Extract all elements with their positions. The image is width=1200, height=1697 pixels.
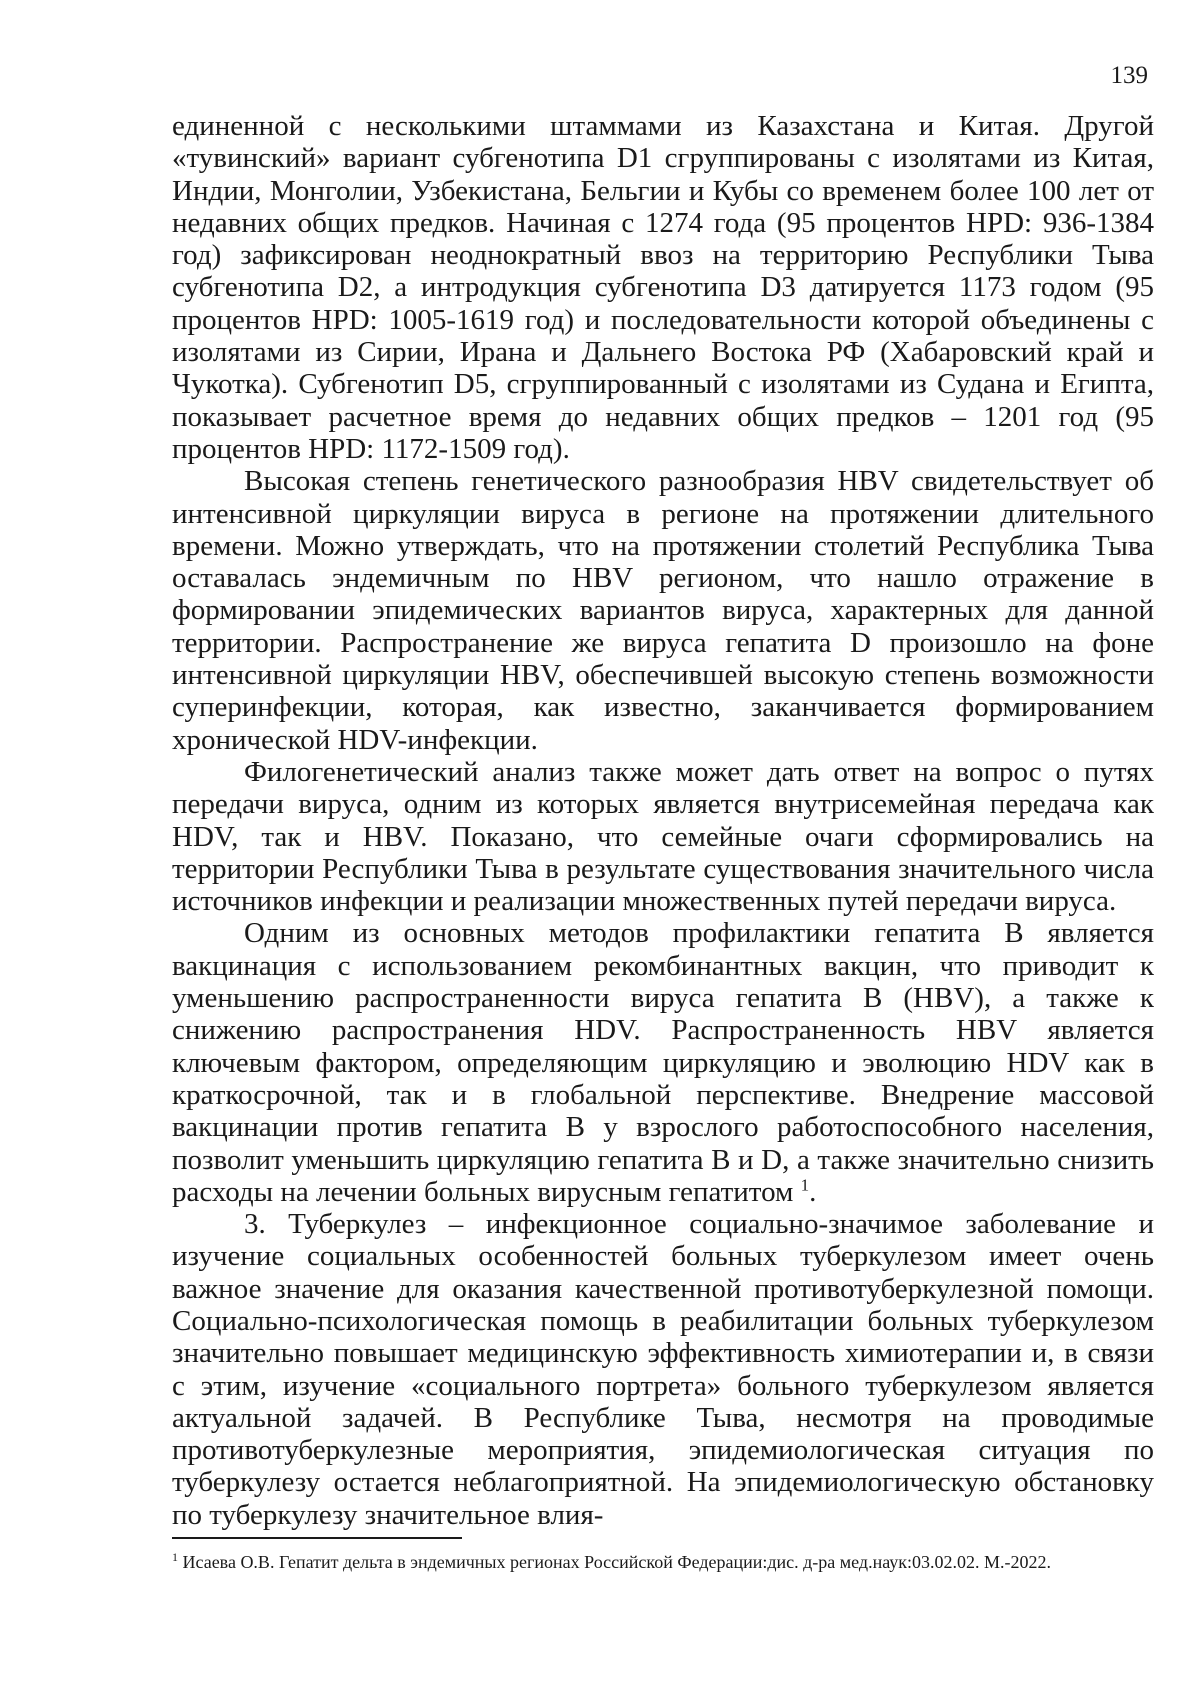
- footnote-reference-suffix: .: [809, 1175, 817, 1208]
- footnote-text: Исаева О.В. Гепатит дельта в эндемичных регионах Российской Федерации:дис. д-ра мед.наук:03.02.02. М.-2022.: [182, 1552, 1052, 1572]
- paragraph-vaccination: [172, 917, 1154, 1208]
- paragraph-continuation: единенной с несколькими штаммами из Казахстана и Китая. Другой «тувинский» вариант субгенотипа D1 сгруппированы с изолятами из Китая, Индии, Монголии, Узбекистана, Бельгии и Кубы со временем более 100 лет от недавних общих предков. Начиная с 1274 года (95 процентов HPD: 936-1384 год) зафиксирован неоднократный ввоз на территорию Республики Тыва субгенотипа D2, а интродукция субгенотипа D3 датируется 1173 годом (95 процентов HPD: 1005-1619 год) и последовательности которой объединены с изолятами из Сирии, Ирана и Дальнего Востока РФ (Хабаровский край и Чукотка). Субгенотип D5, сгруппированный с изолятами из Судана и Египта, показывает расчетное время до недавних общих предков – 1201 год (95 процентов HPD: 1172-1509 год).: [172, 110, 1154, 465]
- footnote-reference[interactable]: 1: [800, 1175, 810, 1195]
- paragraph-vaccination-text: Одним из основных методов профилактики гепатита В является вакцинация с использованием рекомбинантных вакцин, что приводит к уменьшению распространенности вируса гепатита В (HBV), а также к снижению распространения HDV. Распространенность HBV является ключевым фактором, определяющим циркуляцию и эволюцию HDV как в краткосрочной, так и в глобальной перспективе. Внедрение массовой вакцинации против гепатита В у взрослого работоспособного населения, позволит уменьшить циркуляцию гепатита В и D, а также значительно снизить расходы на лечении больных вирусным гепатитом: [172, 917, 1154, 1208]
- main-text: [172, 110, 1154, 1531]
- footnote-divider: [172, 1537, 462, 1539]
- footnote: [172, 1551, 1154, 1574]
- page-number: 139: [1110, 62, 1148, 89]
- paragraph-tuberculosis: 3. Туберкулез – инфекционное социально-значимое заболевание и изучение социальных особенностей больных туберкулезом имеет очень важное значение для оказания качественной противотуберкулезной помощи. Социально-психологическая помощь в реабилитации больных туберкулезом значительно повышает медицинскую эффективность химиотерапии и, в связи с этим, изучение «социального портрета» больного туберкулезом является актуальной задачей. В Республике Тыва, несмотря на проводимые противотуберкулезные мероприятия, эпидемиологическая ситуация по туберкулезу остается неблагоприятной. На эпидемиологическую обстановку по туберкулезу значительное влия-: [172, 1208, 1154, 1531]
- paragraph-hbv-diversity: Высокая степень генетического разнообразия HBV свидетельствует об интенсивной циркуляции вируса в регионе на протяжении длительного времени. Можно утверждать, что на протяжении столетий Республика Тыва оставалась эндемичным по HBV регионом, что нашло отражение в формировании эпидемических вариантов вируса, характерных для данной территории. Распространение же вируса гепатита D произошло на фоне интенсивной циркуляции HBV, обеспечившей высокую степень возможности суперинфекции, которая, как известно, заканчивается формированием хронической HDV-инфекции.: [172, 465, 1154, 756]
- paragraph-phylogenetic-analysis: Филогенетический анализ также может дать ответ на вопрос о путях передачи вируса, одним из которых является внутрисемейная передача как HDV, так и HBV. Показано, что семейные очаги сформировались на территории Республики Тыва в результате существования значительного числа источников инфекции и реализации множественных путей передачи вируса.: [172, 755, 1154, 918]
- footnote-marker: 1: [172, 1550, 178, 1564]
